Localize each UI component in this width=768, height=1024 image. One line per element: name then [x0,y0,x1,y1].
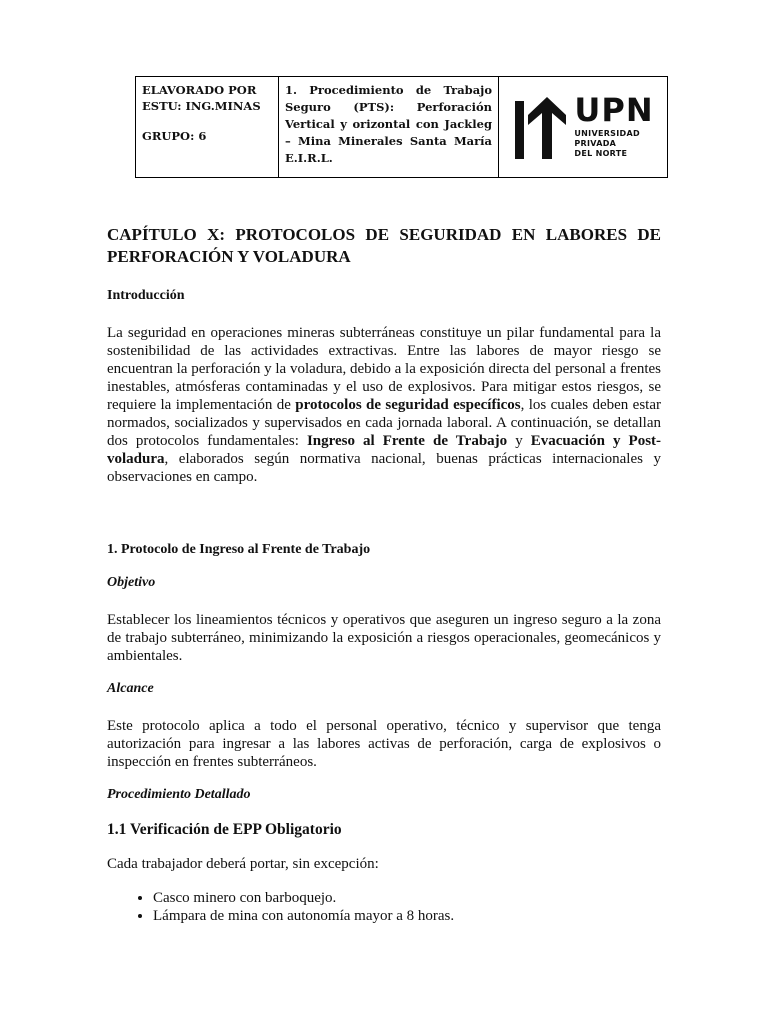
logo-sub-1: UNIVERSIDAD [574,129,640,138]
objetivo-label: Objetivo [107,575,156,590]
logo-text [574,91,654,159]
intro-emphasis-ingreso: Ingreso al Frente de Trabajo [306,433,508,449]
upn-logo [512,91,654,159]
group-label: GRUPO: 6 [142,129,207,143]
intro-heading: Introducción [107,288,185,303]
logo-brand: UPN [574,91,654,129]
procedure-title: 1. Procedimiento de Trabajo Seguro (PTS): Perforación Vertical y orizontal con Jackleg – Mina Minerales Santa María E.I.R.L. [285,83,492,165]
chapter-title: CAPÍTULO X: PROTOCOLOS DE SEGURIDAD EN LABORES DE PERFORACIÓN Y VOLADURA [107,225,661,266]
epp-subheading: 1.1 Verificación de EPP Obligatorio [107,821,342,838]
list-item: • Casco minero con barboquejo. [153,889,661,907]
author-line-2: ESTU: ING.MINAS [142,99,261,113]
author-line-1: ELAVORADO POR [142,83,257,97]
procedimiento-label: Procedimiento Detallado [107,787,251,802]
intro-text-c: , los cuales deben estar normados, socializados y supervisados en cada jornada laboral. A continuación, se detallan dos protocolos fundamentales: [107,397,662,449]
logo-cell [499,77,667,177]
procedure-title-cell [279,77,499,177]
author-cell [136,77,279,177]
intro-emphasis-protocols: protocolos de seguridad específicos [295,397,521,413]
epp-list [107,889,661,925]
intro-paragraph [107,324,661,486]
logo-sub-2: PRIVADA [574,139,617,148]
intro-text-e: y [507,433,531,449]
intro-text-a: La seguridad en operaciones mineras subterráneas constituye un pilar fundamental para la sostenibilidad de las actividades extractivas. Entre las labores de mayor riesgo se encuentran la perforación y la voladura, debido a la exposición directa del personal a frentes inestables, atmósferas contaminadas y el uso de explosivos. Para mitigar estos riesgos, se requiere la implementación de [107,325,661,413]
logo-sub-3: DEL NORTE [574,149,628,158]
objetivo-paragraph: Establecer los lineamientos técnicos y operativos que aseguren un ingreso seguro a la zona de trabajo subterráneo, minimizando la exposición a riesgos operacionales, geomecánicos y ambientales. [107,612,661,664]
document-body [107,224,661,925]
epp-intro: Cada trabajador deberá portar, sin excepción: [107,856,379,872]
alcance-label: Alcance [107,681,154,696]
alcance-paragraph: Este protocolo aplica a todo el personal operativo, técnico y supervisor que tenga autorización para ingresar a las labores activas de perforación, carga de explosivos o inspección en frentes subterráneos. [107,718,661,770]
intro-text-g: , elaborados según normativa nacional, buenas prácticas internacionales y observaciones en campo. [107,451,661,485]
document-header-table [135,76,668,178]
section-1-heading: 1. Protocolo de Ingreso al Frente de Trabajo [107,542,371,557]
list-item: • Lámpara de mina con autonomía mayor a 8 horas. [153,907,661,925]
intro-emphasis-evacuacion: Evacuación y Post-voladura [107,433,662,467]
upn-arrow-logo-icon [512,95,568,159]
